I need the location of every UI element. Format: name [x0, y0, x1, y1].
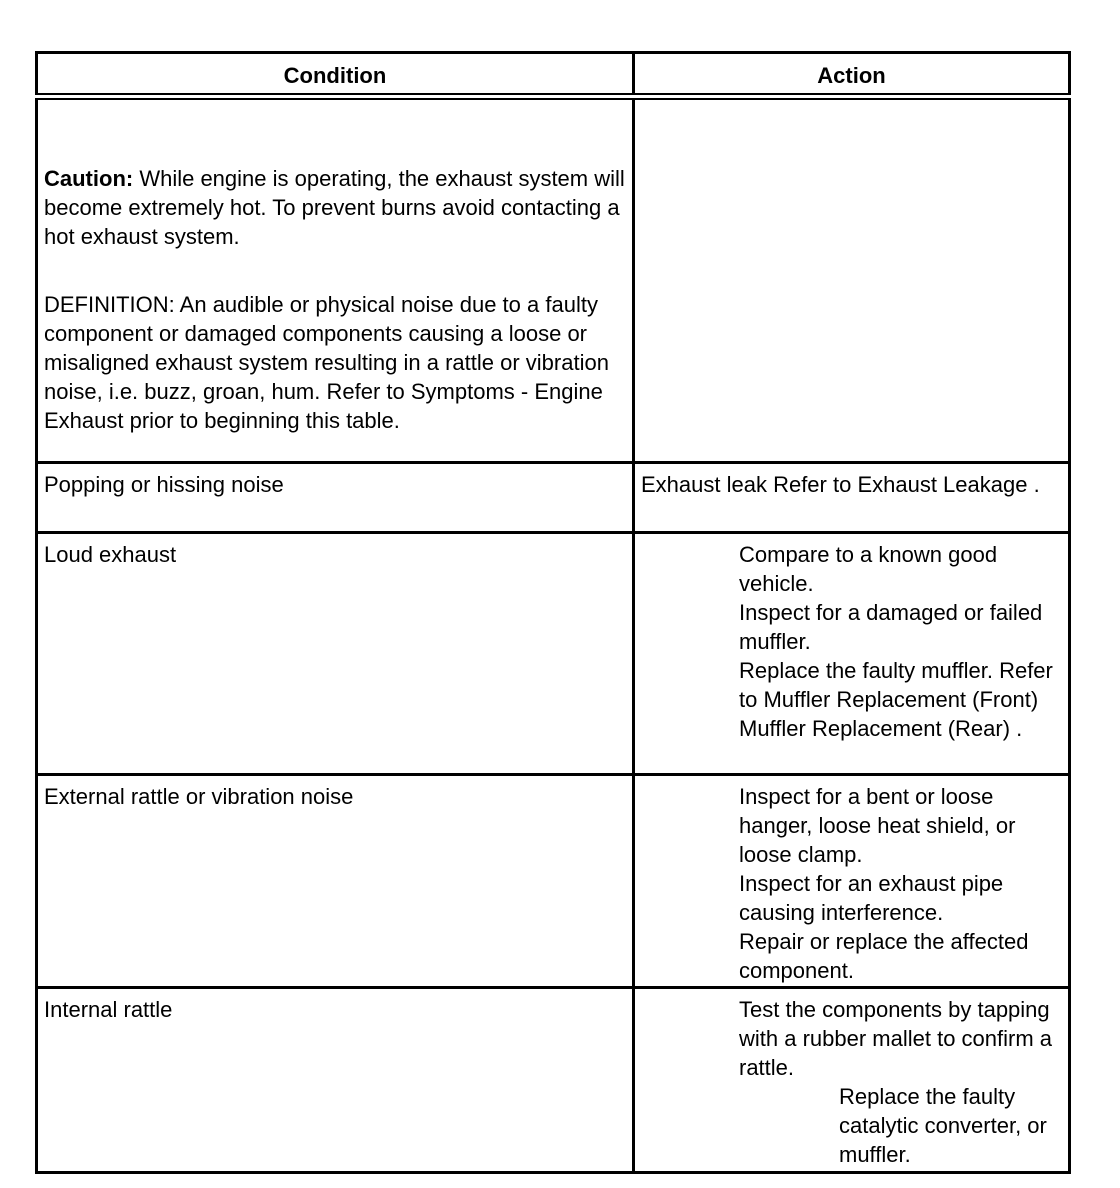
action-cell [634, 775, 1070, 988]
action-substep: Replace the faulty catalytic converter, or muffler. [839, 1084, 1047, 1167]
table-row [37, 988, 1070, 1173]
definition-text: DEFINITION: An audible or physical noise due to a faulty component or damaged components causing a loose or misaligned exhaust system resulting in a rattle or vibration noise, i.e. buzz, groan, hum. Refer to Symptoms - Engine Exhaust prior to beginning this table. [44, 292, 609, 433]
table-row [37, 533, 1070, 775]
table-row [37, 463, 1070, 533]
action-cell [634, 988, 1070, 1173]
intro-action-cell [634, 97, 1070, 463]
table-row [37, 775, 1070, 988]
action-step: Replace the faulty muffler. Refer to Muffler Replacement (Front) Muffler Replacement (Rear) . [739, 658, 1053, 741]
condition-cell: Popping or hissing noise [37, 463, 634, 533]
condition-cell: Loud exhaust [37, 533, 634, 775]
action-step: Inspect for an exhaust pipe causing interference. [739, 871, 1004, 925]
caution-label: Caution: [44, 166, 134, 191]
action-cell: Exhaust leak Refer to Exhaust Leakage . [634, 463, 1070, 533]
action-header: Action [634, 53, 1070, 97]
header-row [37, 53, 1070, 97]
action-step: Inspect for a damaged or failed muffler. [739, 600, 1043, 654]
action-cell [634, 533, 1070, 775]
caution-text: While engine is operating, the exhaust system will become extremely hot. To prevent burns avoid contacting a hot exhaust system. [44, 166, 625, 249]
caution-cell [37, 97, 634, 463]
condition-cell: Internal rattle [37, 988, 634, 1173]
caution-note [44, 164, 626, 251]
action-step: Compare to a known good vehicle. [739, 542, 998, 596]
action-step: Repair or replace the affected component. [739, 929, 1029, 983]
diagnostic-table [35, 51, 1071, 1174]
action-step: Test the components by tapping with a rubber mallet to confirm a rattle. [739, 997, 1053, 1080]
action-step: Inspect for a bent or loose hanger, loose heat shield, or loose clamp. [739, 784, 1016, 867]
intro-row [37, 97, 1070, 463]
condition-cell: External rattle or vibration noise [37, 775, 634, 988]
condition-header: Condition [37, 53, 634, 97]
